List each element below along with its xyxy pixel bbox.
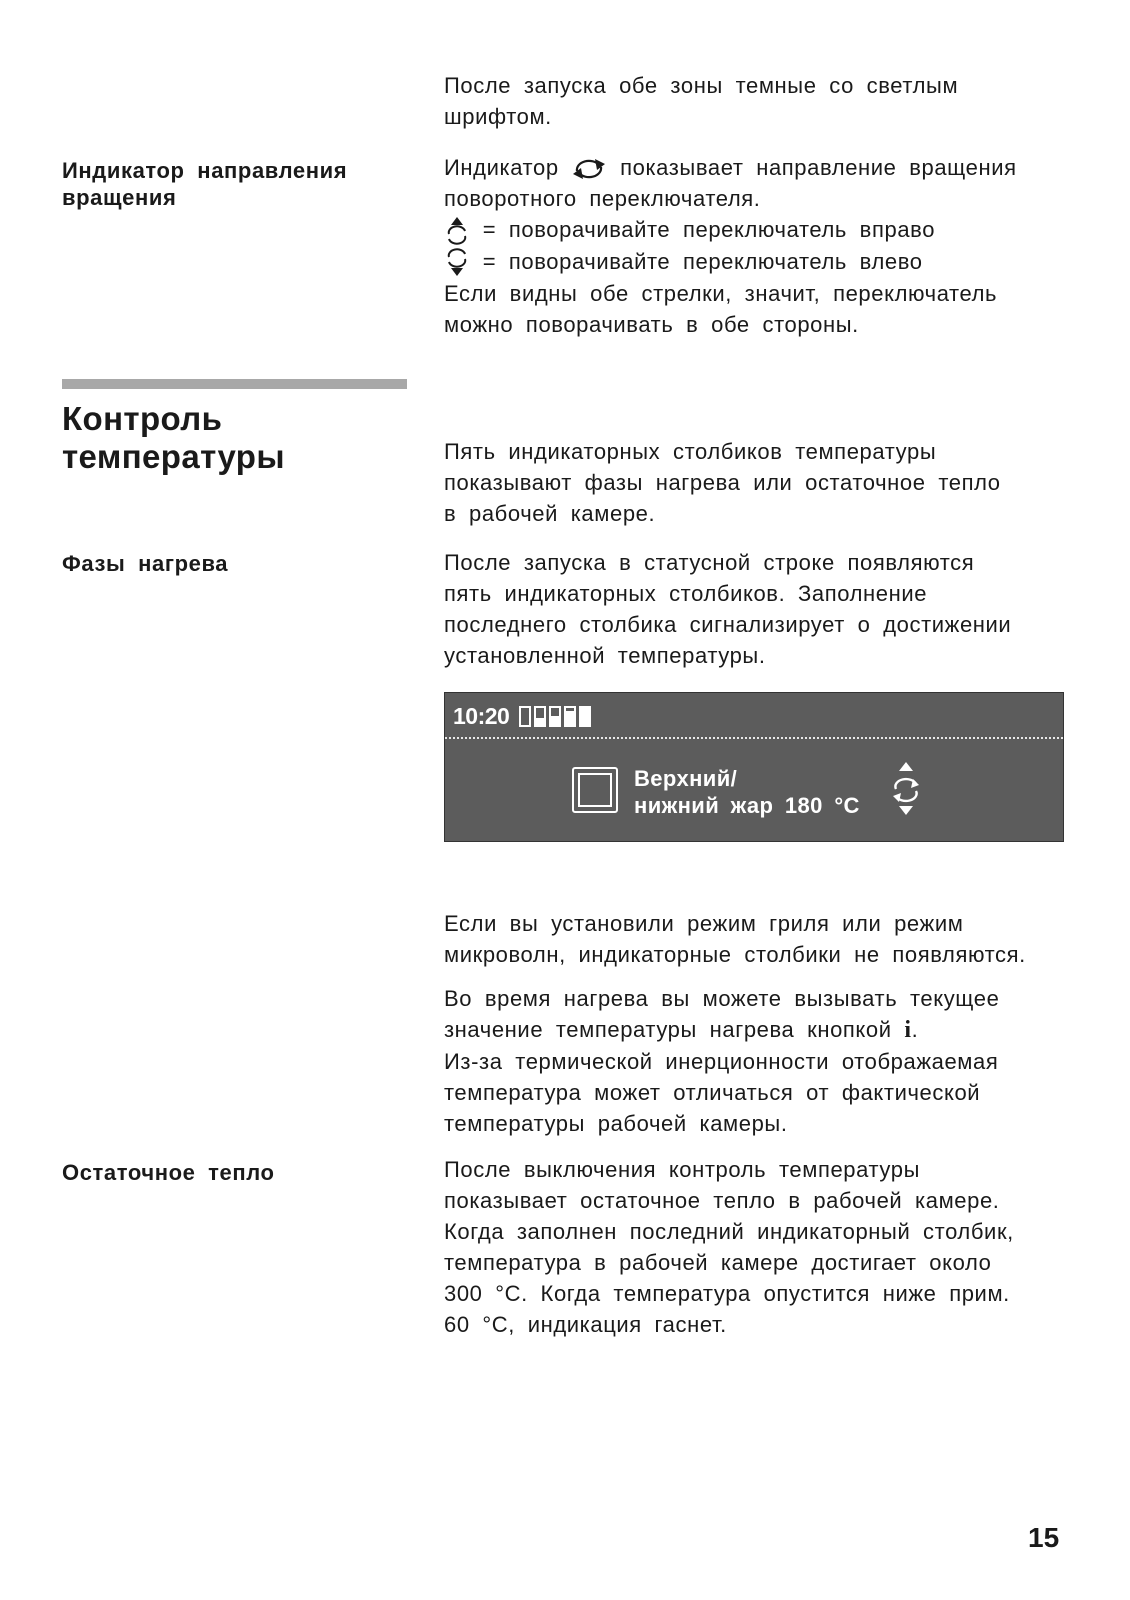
display-clock: 10:20 [453, 702, 510, 729]
heating-mode-label [634, 765, 860, 819]
heating-line-4: установленной температуры. [444, 643, 766, 668]
heating-mode-line-2: нижний жар 180 °C [634, 793, 860, 818]
during-line-2-suffix: . [911, 1017, 919, 1042]
inertia-line-3: температуры рабочей камеры. [444, 1111, 788, 1136]
grill-note [444, 908, 1026, 970]
rotation-text-prefix: Индикатор [444, 155, 559, 180]
section-title [62, 400, 285, 476]
info-key-icon: i [904, 1017, 912, 1043]
rotation-right-icon [444, 216, 470, 246]
temp-intro-line-1: Пять индикаторных столбиков температуры [444, 439, 937, 464]
heating-mode-line-1: Верхний/ [634, 766, 738, 791]
rotation-heading-line-1: Индикатор направления [62, 158, 348, 183]
heating-phases-text [444, 547, 1011, 671]
inertia-line-2: температура может отличаться от фактической [444, 1080, 981, 1105]
rotation-left-icon [444, 248, 470, 278]
intro-line-2: шрифтом. [444, 104, 552, 129]
oven-icon [572, 767, 618, 813]
heating-line-3: последнего столбика сигнализирует о достижении [444, 612, 1012, 637]
rotation-heading-line-2: вращения [62, 185, 177, 210]
rotation-text [444, 152, 1017, 340]
residual-line-5: 300 °C. Когда температура опустится ниже прим. [444, 1281, 1010, 1306]
rotation-line-2: поворотного переключателя. [444, 186, 761, 211]
rotation-both-icon [571, 156, 607, 182]
rotation-left-text: = поворачивайте переключатель влево [482, 249, 923, 275]
grill-line-1: Если вы установили режим гриля или режим [444, 911, 964, 936]
oven-display [444, 692, 1064, 842]
residual-line-3: Когда заполнен последний индикаторный столбик, [444, 1219, 1014, 1244]
intro-line-1: После запуска обе зоны темные со светлым [444, 73, 959, 98]
oven-icon-inner [578, 773, 612, 807]
section-title-line-2: температуры [62, 438, 285, 475]
rotation-both-line-2: можно поворачивать в обе стороны. [444, 312, 859, 338]
during-line-2-prefix: значение температуры нагрева кнопкой [444, 1017, 892, 1042]
intro-text [444, 70, 958, 132]
residual-heat-heading: Остаточное тепло [62, 1160, 275, 1185]
inertia-line-1: Из-за термической инерционности отображаемая [444, 1049, 999, 1074]
rotation-heading [62, 157, 347, 211]
display-rotation-icon [891, 759, 921, 822]
heating-line-2: пять индикаторных столбиков. Заполнение [444, 581, 928, 606]
rotation-text-suffix: показывает направление вращения [620, 155, 1017, 180]
heating-line-1: После запуска в статусной строке появляются [444, 550, 975, 575]
temperature-bar-4 [564, 706, 576, 727]
residual-line-6: 60 °C, индикация гаснет. [444, 1312, 727, 1337]
residual-heat-text [444, 1154, 1014, 1340]
temperature-bar-5-fill [581, 708, 589, 725]
section-title-line-1: Контроль [62, 400, 223, 437]
rotation-left-line [444, 246, 1017, 278]
temperature-bar-3-fill [551, 716, 559, 725]
temperature-bar-3 [549, 706, 561, 727]
temperature-bar-5 [579, 706, 591, 727]
temperature-bar-1 [519, 706, 531, 727]
heating-phases-heading: Фазы нагрева [62, 551, 229, 576]
during-line-1: Во время нагрева вы можете вызывать текущее [444, 986, 1000, 1011]
temperature-query-note [444, 983, 999, 1139]
page-number: 15 [1028, 1522, 1060, 1553]
rotation-line-1 [444, 152, 1017, 183]
temperature-bar-2-fill [536, 718, 544, 725]
display-divider [445, 737, 1063, 739]
temperature-bar-2 [534, 706, 546, 727]
residual-line-2: показывает остаточное тепло в рабочей камере. [444, 1188, 1000, 1213]
temperature-bars [519, 705, 591, 727]
status-row [453, 701, 591, 731]
grill-line-2: микроволн, индикаторные столбики не появляются. [444, 942, 1026, 967]
temperature-bar-4-fill [566, 711, 574, 725]
temp-intro-line-2: показывают фазы нагрева или остаточное тепло [444, 470, 1001, 495]
during-line-2 [444, 1014, 999, 1046]
section-divider [62, 379, 407, 389]
temp-intro-line-3: в рабочей камере. [444, 501, 656, 526]
rotation-both-line-1: Если видны обе стрелки, значит, переключатель [444, 281, 998, 307]
temp-control-intro [444, 436, 1001, 529]
rotation-right-line [444, 214, 1017, 246]
rotation-right-text: = поворачивайте переключатель вправо [482, 217, 936, 242]
residual-line-1: После выключения контроль температуры [444, 1157, 920, 1182]
residual-line-4: температура в рабочей камере достигает около [444, 1250, 992, 1275]
